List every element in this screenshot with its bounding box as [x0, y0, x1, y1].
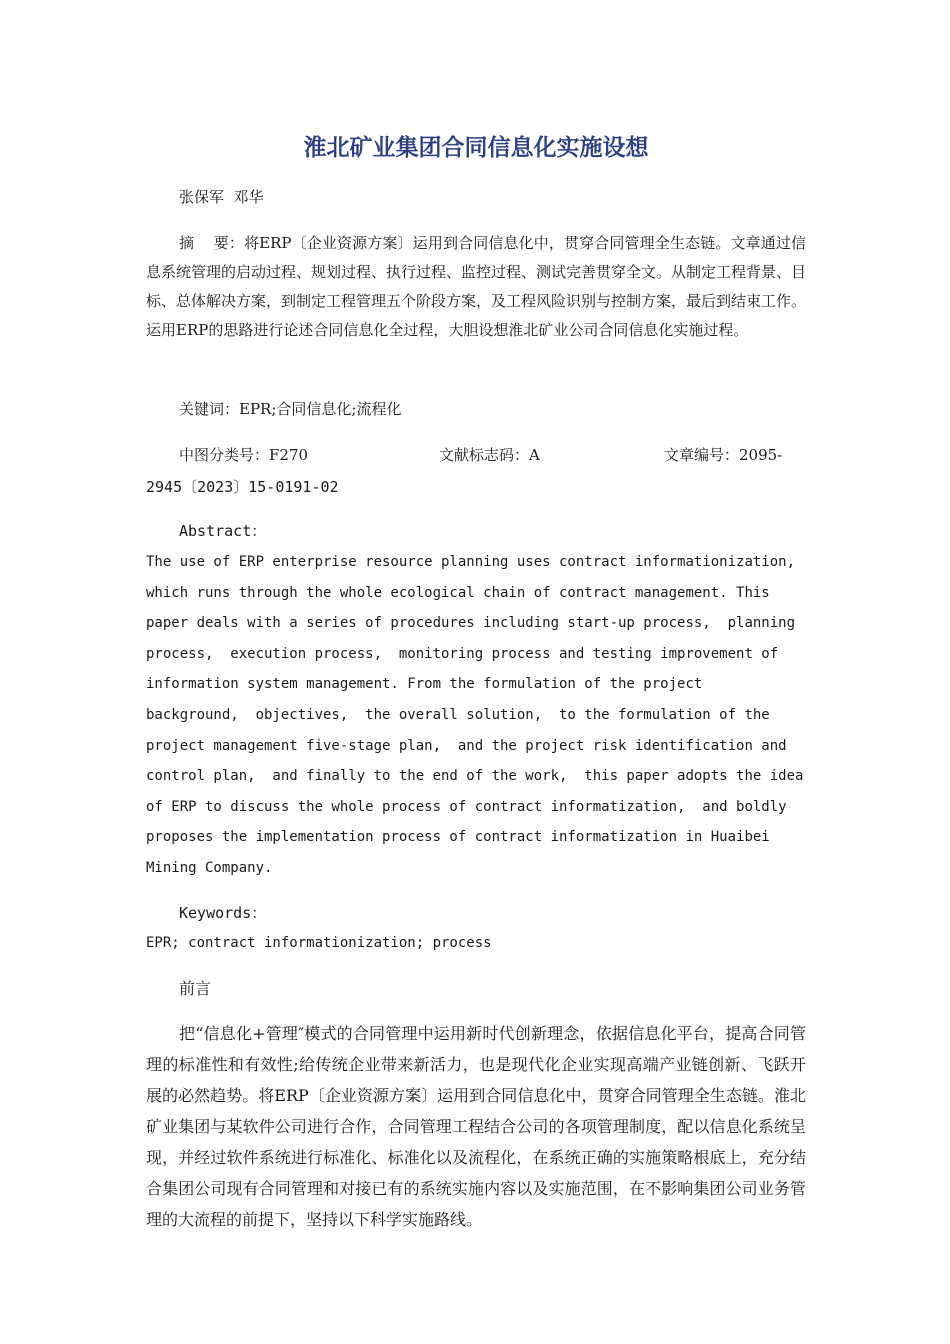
preface-paragraph: 把“信息化+管理″模式的合同管理中运用新时代创新理念，依据信息化平台，提高合同管理的标准性和有效性;给传统企业带来新活力，也是现代化企业实现高端产业链创新、飞跃开展的必然趋势。将ERP〔企业资源方案〕运用到合同信息化中，贯穿合同管理全生态链。淮北矿业集团与某软件公司进行合作，合同管理工程结合公司的各项管理制度，配以信息化系统呈现，并经过软件系统进行标准化、标准化以及流程化，在系统正确的实施策略根底上，充分结合集团公司现有合同管理和对接已有的系统实施内容以及实施范围，在不影响集团公司业务管理的大流程的前提下，坚持以下科学实施路线。 [146, 1024, 806, 1229]
classification-number: 中图分类号：F270 [179, 446, 309, 464]
abstract-chinese-label: 摘 要： [179, 234, 245, 252]
preface-heading: 前言 [179, 979, 212, 998]
keywords-english: EPR; contract informationization; process [146, 935, 492, 951]
authors: 张保军 邓华 [179, 188, 264, 206]
abstract-english-line: information system management. From the formulation of the project [146, 676, 703, 693]
abstract-english-line: project management five-stage plan, and the project risk identification and [146, 737, 787, 754]
abstract-english-line: proposes the implementation process of contract informatization in Huaibei [146, 829, 770, 846]
abstract-english-line: paper deals with a series of procedures including start-up process, planning [146, 615, 796, 632]
document-code: 文献标志码：A [439, 446, 540, 464]
abstract-english-line: of ERP to discuss the whole process of contract informatization, and boldly [146, 798, 787, 815]
article-number: 文章编号：2095- [664, 446, 783, 464]
keywords-english-label: Keywords： [179, 904, 267, 922]
abstract-english-line: The use of ERP enterprise resource planning uses contract informationization, [146, 554, 796, 570]
abstract-english-label: Abstract： [179, 522, 267, 540]
abstract-english-line: which runs through the whole ecological chain of contract management. This [146, 584, 770, 601]
abstract-english-line: control plan, and finally to the end of the work, this paper adopts the idea [146, 768, 804, 785]
document-title: 淮北矿业集团合同信息化实施设想 [303, 135, 649, 161]
keywords-chinese: 关键词：EPR;合同信息化;流程化 [179, 400, 402, 418]
abstract-english-line: Mining Company. [146, 859, 273, 876]
article-number-continued: 2945〔2023〕15-0191-02 [146, 478, 339, 496]
abstract-english-line: process, execution process, monitoring process and testing improvement of [146, 645, 779, 662]
abstract-chinese [146, 229, 806, 345]
abstract-english [146, 547, 806, 884]
abstract-english-line: background, objectives, the overall solution, to the formulation of the [146, 706, 770, 723]
abstract-chinese-text: 将ERP〔企业资源方案〕运用到合同信息化中，贯穿合同管理全生态链。文章通过信息系统管理的启动过程、规划过程、执行过程、监控过程、测试完善贯穿全文。从制定工程背景、目标、总体解决方案，到制定工程管理五个阶段方案，及工程风险识别与控制方案，最后到结束工作。运用ERP的思路进行论述合同信息化全过程，大胆设想淮北矿业公司合同信息化实施过程。 [146, 234, 807, 339]
